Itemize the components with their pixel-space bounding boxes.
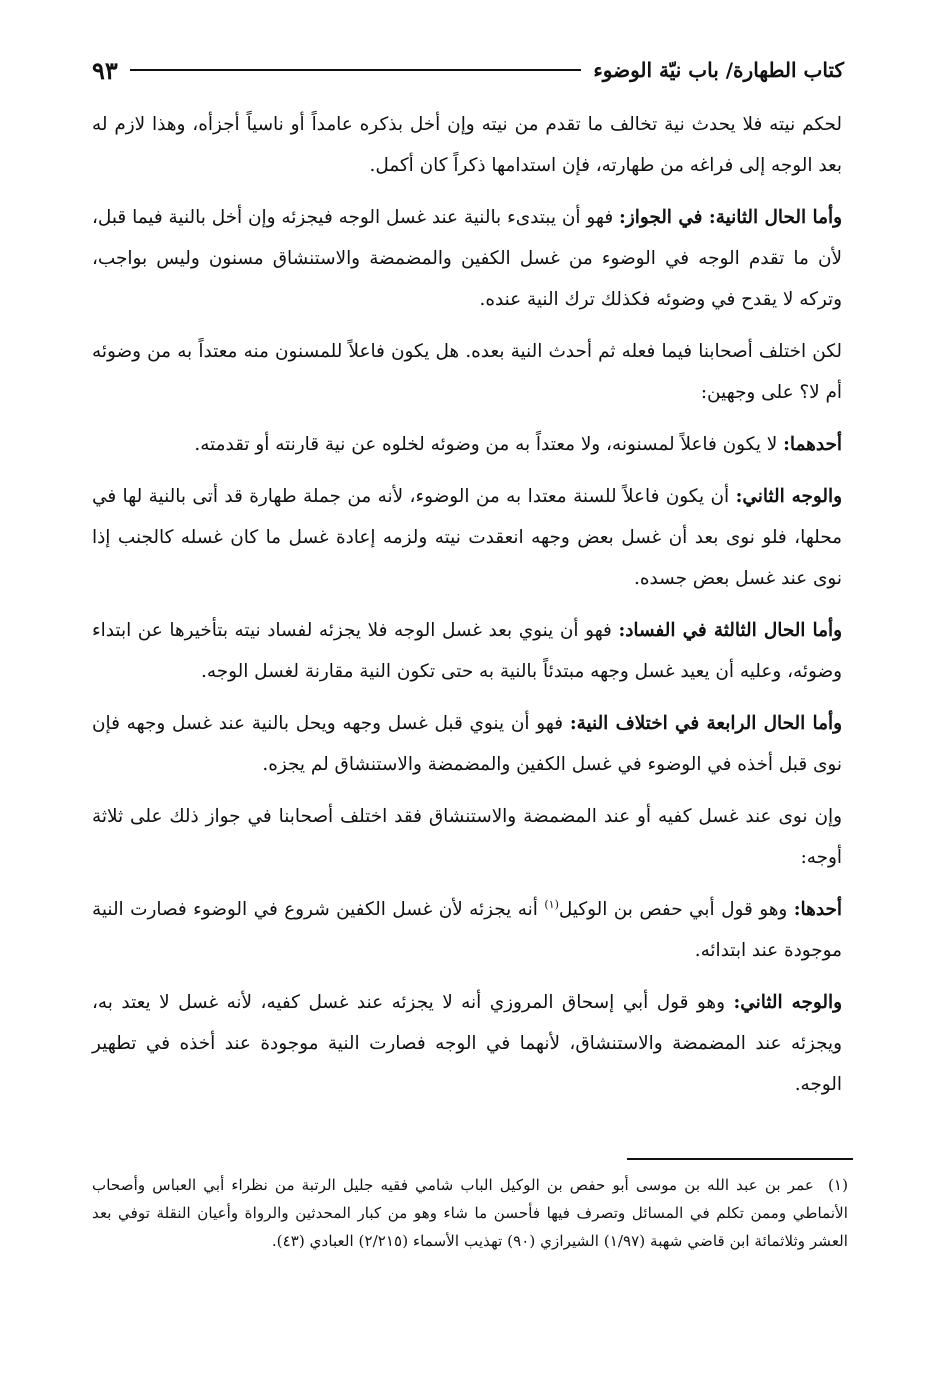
paragraph-10 <box>92 982 842 1105</box>
footnote <box>92 1171 848 1255</box>
paragraph-heading: أحدها: <box>793 899 842 920</box>
page-number: ٩٣ <box>92 55 118 85</box>
running-header <box>92 52 844 88</box>
footnote-mark: (١) <box>827 1176 848 1194</box>
paragraph-heading: والوجه الثاني: <box>735 486 842 507</box>
paragraph-text: لكن اختلف أصحابنا فيما فعله ثم أحدث النية بعده. هل يكون فاعلاً للمسنون منه معتداً به من وضوئه أم لا؟ على وجهين: <box>92 341 842 403</box>
paragraph-4 <box>92 424 842 465</box>
paragraph-text: وهو قول أبي إسحاق المروزي أنه لا يجزئه عند غسل كفيه، لأنه غسل لا يعتد به، ويجزئه عند المضمضة والاستنشاق، لأنهما في الوجه فصارت النية موجودة عند أخذه في تطهير الوجه. <box>92 992 842 1095</box>
paragraph-3 <box>92 331 842 413</box>
paragraph-1 <box>92 104 842 186</box>
paragraph-text: وإن نوى عند غسل كفيه أو عند المضمضة والاستنشاق فقد اختلف أصحابنا في جواز ذلك على ثلاثة أوجه: <box>92 806 842 868</box>
paragraph-heading: وأما الحال الرابعة في اختلاف النية: <box>569 713 842 734</box>
paragraph-text: فهو أن يبتدىء بالنية عند غسل الوجه فيجزئه وإن أخل بالنية فيما قبل، لأن ما تقدم الوجه في الوضوء من غسل الكفين والمضمضة والاستنشاق مسنون وليس بواجب، وتركه لا يقدح في وضوئه فكذلك ترك النية عنده. <box>92 207 842 310</box>
header-rule <box>130 69 582 71</box>
paragraph-text: لحكم نيته فلا يحدث نية تخالف ما تقدم من نيته وإن أخل بذكره عامداً أو ناسياً أجزأه، وهذا لازم له بعد الوجه إلى فراغه من طهارته، فإن استدامها ذكراً كان أكمل. <box>92 114 842 176</box>
paragraph-text: وهو قول أبي حفص بن الوكيل <box>558 899 794 920</box>
paragraph-9 <box>92 889 842 971</box>
paragraph-text: لا يكون فاعلاً لمسنونه، ولا معتداً به من وضوئه لخلوه عن نية قارنته أو تقدمته. <box>194 434 784 455</box>
main-text <box>92 104 842 1116</box>
paragraph-7 <box>92 703 842 785</box>
paragraph-heading: وأما الحال الثانية: في الجواز: <box>619 207 842 228</box>
footnote-divider <box>627 1158 853 1160</box>
paragraph-6 <box>92 610 842 692</box>
paragraph-heading: وأما الحال الثالثة في الفساد: <box>618 620 842 641</box>
paragraph-heading: أحدهما: <box>783 434 842 455</box>
paragraph-text: أن يكون فاعلاً للسنة معتدا به من الوضوء، لأنه من جملة طهارة قد أتى بالنية لها في محلها، فلو نوى بعد أن غسل بعض وجهه انعقدت نيته ولزمه إعادة غسل ما كان غسله كالجنب إذا نوى عند غسل بعض جسده. <box>92 486 842 589</box>
paragraph-text: فهو أن ينوي بعد غسل الوجه فلا يجزئه لفساد نيته بتأخيرها عن ابتداء وضوئه، وعليه أن يعيد غسل وجهه مبتدئاً بالنية به حتى تكون النية مقارنة لغسل الوجه. <box>92 620 842 682</box>
footnote-reference[interactable]: (١) <box>544 897 559 911</box>
paragraph-text: أنه يجزئه لأن غسل الكفين شروع في الوضوء فصارت النية موجودة عند ابتدائه. <box>92 899 842 961</box>
paragraph-8 <box>92 796 842 878</box>
chapter-title: كتاب الطهارة/ باب نيّة الوضوء <box>593 58 844 82</box>
paragraph-5 <box>92 476 842 599</box>
paragraph-2 <box>92 197 842 320</box>
footnote-text: عمر بن عبد الله بن موسى أبو حفص بن الوكيل الباب شامي فقيه جليل الرتبة من نظراء أبي العباس وأصحاب الأنماطي وممن تكلم في المسائل وتصرف فيها فأحسن ما شاء وهو من كبار المحدثين والرواة وأعيان النقلة توفي بعد العشر وثلاثمائة ابن قاضي شهبة (١/٩٧) الشيرازي (٩٠) تهذيب الأسماء (٢/٢١٥) العبادي (٤٣). <box>92 1176 848 1250</box>
paragraph-text: فهو أن ينوي قبل غسل وجهه ويحل بالنية عند غسل وجهه فإن نوى قبل أخذه في الوضوء في غسل الكفين والمضمضة والاستنشاق لم يجزه. <box>92 713 842 775</box>
paragraph-heading: والوجه الثاني: <box>733 992 843 1013</box>
